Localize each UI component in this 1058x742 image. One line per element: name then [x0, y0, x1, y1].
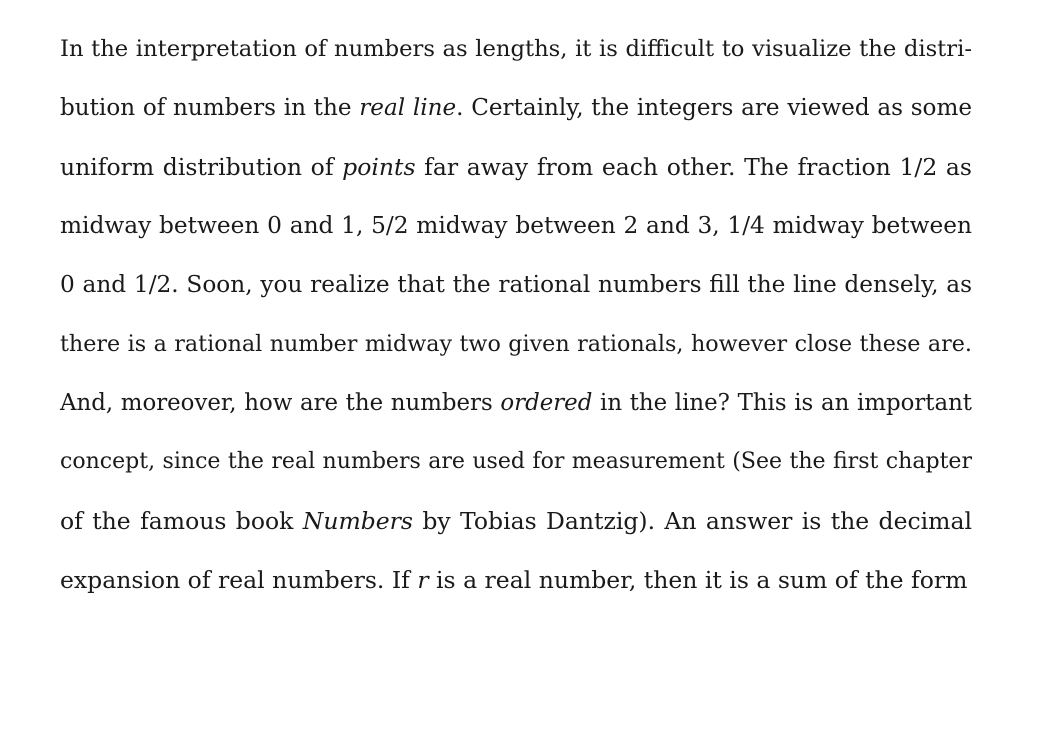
text-segment: concept, since the real numbers are used for measurement (See the first chapter [60, 449, 972, 474]
text-line-5 [60, 262, 972, 321]
text-line-10 [60, 557, 972, 616]
text-segment: . Certainly, the integers are viewed as some [456, 95, 973, 121]
italic-term-points: points [342, 153, 416, 181]
text-line-8 [60, 439, 972, 498]
text-segment: in the line? This is an important [592, 390, 972, 416]
paragraph [60, 26, 972, 616]
italic-variable-r: r [417, 566, 429, 594]
text-line-6 [60, 321, 972, 380]
text-segment: expansion of real numbers. If [60, 566, 418, 594]
italic-term-ordered: ordered [500, 390, 593, 416]
text-segment: by Tobias Dantzig). An answer is the decimal [412, 507, 972, 535]
text-line-7 [60, 380, 972, 439]
text-line-4 [60, 203, 972, 262]
text-segment: And, moreover, how are the numbers [60, 390, 501, 416]
text-line-1 [60, 26, 972, 85]
text-line-2 [60, 85, 972, 144]
text-segment: bution of numbers in the [60, 95, 360, 121]
italic-book-title-numbers: Numbers [302, 507, 413, 535]
text-segment: of the famous book [60, 507, 303, 535]
text-segment: is a real number, then it is a sum of the form [428, 566, 968, 594]
text-segment: 0 and 1/2. Soon, you realize that the rational numbers fill the line densely, as [60, 271, 972, 298]
italic-term-real-line: real line [359, 95, 457, 121]
text-segment: uniform distribution of [60, 153, 343, 181]
text-segment: In the interpretation of numbers as lengths, it is difficult to visualize the distri- [60, 36, 972, 62]
text-line-9 [60, 498, 972, 557]
text-segment: there is a rational number midway two given rationals, however close these are. [60, 331, 972, 357]
text-line-3 [60, 144, 972, 203]
text-segment: midway between 0 and 1, 5/2 midway between 2 and 3, 1/4 midway between [60, 212, 972, 239]
text-segment: far away from each other. The fraction 1/2 as [415, 153, 972, 181]
